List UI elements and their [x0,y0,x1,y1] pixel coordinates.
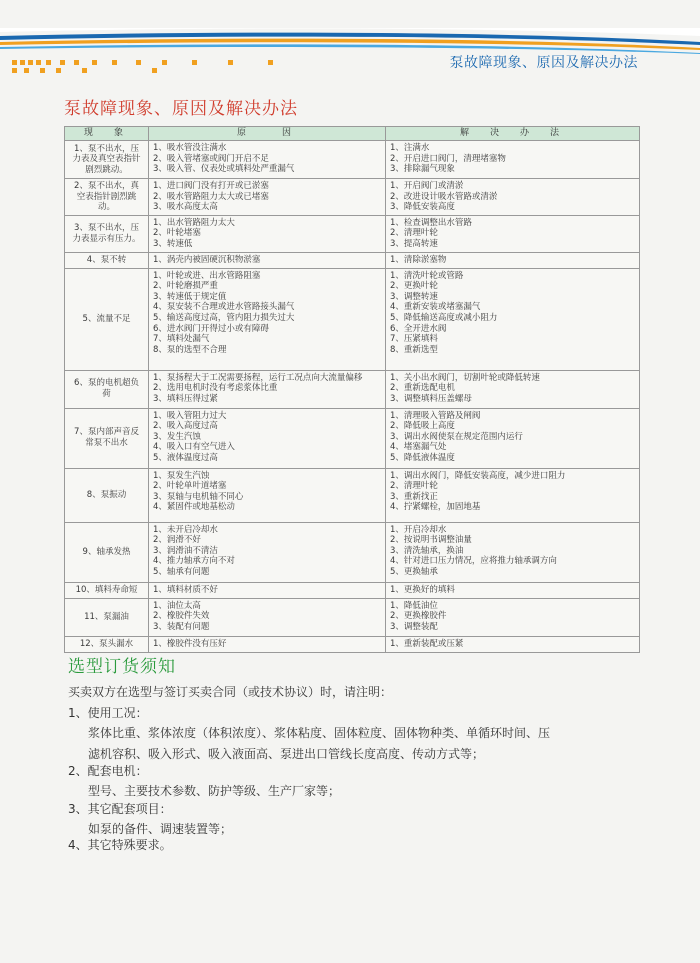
table-row [65,252,640,268]
order-item-heading: 2、配套电机： [68,764,148,778]
cause-item: 1、叶轮或进、出水管路阻塞 [153,270,261,281]
order-item-heading: 4、其它特殊要求。 [68,838,172,852]
solution-item: 4、针对进口压力情况，应将推力轴承调方向 [390,556,557,567]
header-dots [12,60,312,80]
phenomenon-cell: 8、泵振动 [65,468,149,522]
table-row [65,141,640,179]
solution-item: 7、压紧填料 [390,334,438,345]
order-item-heading: 3、其它配套项目： [68,802,172,816]
solution-cell [386,252,640,268]
solution-item: 1、检查调整出水管路 [390,217,472,228]
solution-item: 2、开启进口阀门，清理堵塞物 [390,153,506,164]
phenomenon-cell: 9、轴承发热 [65,522,149,582]
solution-item: 1、开启冷却水 [390,524,447,535]
cause-item: 1、涡壳内被固硬沉积物淤塞 [153,254,261,265]
phenomenon-cell: 3、泵不出水，压力表显示有压力。 [65,215,149,252]
table-row [65,179,640,216]
solution-item: 1、开启阀门或清淤 [390,181,464,191]
solution-item: 4、拧紧螺栓，加固地基 [390,502,481,513]
phenomenon-cell: 5、流量不足 [65,268,149,370]
cause-item: 1、出水管路阻力太大 [153,217,235,228]
table-row [65,598,640,636]
cause-item: 4、吸入口有空气进入 [153,442,235,453]
cause-item: 2、叶轮堵塞 [153,228,201,239]
cause-item: 2、叶轮磨损严重 [153,281,218,292]
cause-item: 6、进水阀门开得过小或有障碍 [153,323,269,334]
cause-item: 4、推力轴承方向不对 [153,556,235,567]
solution-cell [386,408,640,468]
cause-item: 3、吸水高度太高 [153,202,218,213]
order-intro: 买卖双方在选型与签订买卖合同（或技术协议）时，请注明： [68,685,393,699]
phenomenon-cell: 12、泵头漏水 [65,636,149,652]
solution-item: 4、重新安装或堵塞漏气 [390,302,481,313]
cause-item: 3、泵轴与电机轴不同心 [153,491,244,502]
cause-item: 2、吸水管路阻力太大或已堵塞 [153,191,269,202]
table-row [65,636,640,652]
cause-cell [149,215,386,252]
cause-item: 1、进口阀门没有打开或已淤塞 [153,181,269,191]
solution-item: 2、重新选配电机 [390,383,455,394]
solution-item: 1、更换好的填料 [390,584,455,595]
solution-item: 5、更换轴承 [390,566,438,577]
cause-cell [149,582,386,598]
cause-cell [149,636,386,652]
solution-item: 4、堵塞漏气处 [390,442,447,453]
header-title: 泵故障现象、原因及解决办法 [449,55,638,71]
solution-cell [386,179,640,216]
table-row [65,408,640,468]
table-row [65,522,640,582]
solution-item: 1、注满水 [390,143,430,153]
cause-item: 3、转速低于规定值 [153,291,227,302]
solution-cell [386,522,640,582]
cause-item: 1、吸水管没注满水 [153,143,227,153]
cause-item: 3、转速低 [153,238,193,249]
cause-cell [149,141,386,179]
solution-item: 2、清理叶轮 [390,228,438,239]
cause-cell [149,252,386,268]
solution-cell [386,268,640,370]
solution-cell [386,582,640,598]
cause-item: 1、泵发生汽蚀 [153,470,210,481]
cause-cell [149,598,386,636]
solution-item: 1、关小出水阀门，切割叶轮或降低转速 [390,372,540,383]
solution-item: 2、更换橡胶件 [390,611,447,622]
solution-item: 2、更换叶轮 [390,281,438,292]
cause-cell [149,370,386,408]
cause-item: 4、紧固件或地基松动 [153,502,235,513]
cause-item: 5、轴承有问题 [153,566,210,577]
solution-item: 3、提高转速 [390,238,438,249]
solution-item: 5、降低输送高度或减小阻力 [390,312,498,323]
cause-cell [149,179,386,216]
solution-item: 3、调整填料压盖螺母 [390,393,472,404]
cause-item: 2、叶轮单叶道堵塞 [153,481,227,492]
solution-item: 3、调整装配 [390,621,438,632]
cause-cell [149,268,386,370]
cause-item: 4、泵安装不合理或进水管路接头漏气 [153,302,295,313]
solution-item: 2、按说明书调整油量 [390,535,472,546]
solution-item: 1、清除淤塞物 [390,254,447,265]
phenomenon-cell: 10、填料寿命短 [65,582,149,598]
fault-table [64,126,640,653]
phenomenon-cell: 4、泵不转 [65,252,149,268]
solution-cell [386,141,640,179]
order-section-title: 选型订货须知 [68,657,176,677]
solution-item: 3、清洗轴承，换油 [390,545,464,556]
cause-item: 1、吸入管阻力过大 [153,410,227,421]
cause-item: 1、泵扬程大于工况需要扬程，运行工况点向大流量偏移 [153,372,363,383]
order-item-detail: 型号、主要技术参数、防护等级、生产厂家等； [88,784,341,798]
phenomenon-cell: 1、泵不出水，压力表及真空表指针剧烈跳动。 [65,141,149,179]
order-item-heading: 1、使用工况： [68,706,148,720]
cause-item: 3、发生汽蚀 [153,431,201,442]
cause-item: 1、填料材质不好 [153,584,218,595]
solution-cell [386,370,640,408]
cause-item: 5、液体温度过高 [153,452,218,463]
cause-cell [149,408,386,468]
cause-item: 2、选用电机时没有考虑浆体比重 [153,383,278,394]
table-row [65,215,640,252]
phenomenon-cell: 11、泵漏油 [65,598,149,636]
cause-cell [149,522,386,582]
cause-item: 1、橡胶件没有压好 [153,638,227,649]
cause-item: 8、泵的选型不合理 [153,344,227,355]
cause-item: 3、润滑油不清洁 [153,545,218,556]
cause-item: 1、未开启冷却水 [153,524,218,535]
cause-item: 1、油位太高 [153,600,201,611]
order-item-detail: 如泵的备件、调速装置等； [88,822,233,836]
solution-item: 6、全开进水阀 [390,323,447,334]
phenomenon-cell: 2、泵不出水，真空表指针剧烈跳动。 [65,179,149,216]
solution-item: 1、重新装配或压紧 [390,638,464,649]
cause-item: 2、吸入高度过高 [153,421,218,432]
solution-item: 3、调整转速 [390,291,438,302]
column-header: 现 象 [65,127,149,141]
solution-item: 5、降低液体温度 [390,452,455,463]
table-row [65,468,640,522]
phenomenon-cell: 7、泵内部声音反常泵不出水 [65,408,149,468]
cause-item: 7、填料处漏气 [153,334,210,345]
solution-item: 3、排除漏气现象 [390,164,455,175]
cause-item: 3、装配有问题 [153,621,210,632]
cause-item: 2、吸入管堵塞或阀门开启不足 [153,153,269,164]
solution-item: 1、降低油位 [390,600,438,611]
fault-section-title: 泵故障现象、原因及解决办法 [64,99,298,119]
cause-item: 2、橡胶件失效 [153,611,210,622]
cause-item: 3、填料压得过紧 [153,393,218,404]
fault-table-header [65,127,640,141]
solution-item: 1、清理吸入管路及闸阀 [390,410,481,421]
cause-item: 2、润滑不好 [153,535,201,546]
order-item-detail: 滤机容积、吸入形式、吸入液面高、泵进出口管线长度高度、传动方式等； [88,747,485,761]
solution-cell [386,215,640,252]
solution-item: 1、清洗叶轮或管路 [390,270,464,281]
table-row [65,582,640,598]
solution-item: 1、调出水阀门，降低安装高度，减少进口阻力 [390,470,566,481]
solution-item: 8、重新选型 [390,344,438,355]
table-row [65,370,640,408]
column-header: 解 决 办 法 [386,127,640,141]
column-header: 原 因 [149,127,386,141]
solution-item: 2、清理叶轮 [390,481,438,492]
solution-item: 3、重新找正 [390,491,438,502]
cause-item: 5、输送高度过高，管内阻力损失过大 [153,312,295,323]
solution-item: 2、改进设计吸水管路或清淤 [390,191,498,202]
solution-cell [386,598,640,636]
solution-item: 3、调出水阀使泵在规定范围内运行 [390,431,523,442]
phenomenon-cell: 6、泵的电机超负荷 [65,370,149,408]
solution-item: 2、降低吸上高度 [390,421,455,432]
solution-cell [386,468,640,522]
cause-cell [149,468,386,522]
table-row [65,268,640,370]
solution-item: 3、降低安装高度 [390,202,455,213]
cause-item: 3、吸入管、仪表处或填料处严重漏气 [153,164,295,175]
solution-cell [386,636,640,652]
order-item-detail: 浆体比重、浆体浓度（体积浓度）、浆体粘度、固体粒度、固体物种类、单循环时间、压 [88,726,551,740]
